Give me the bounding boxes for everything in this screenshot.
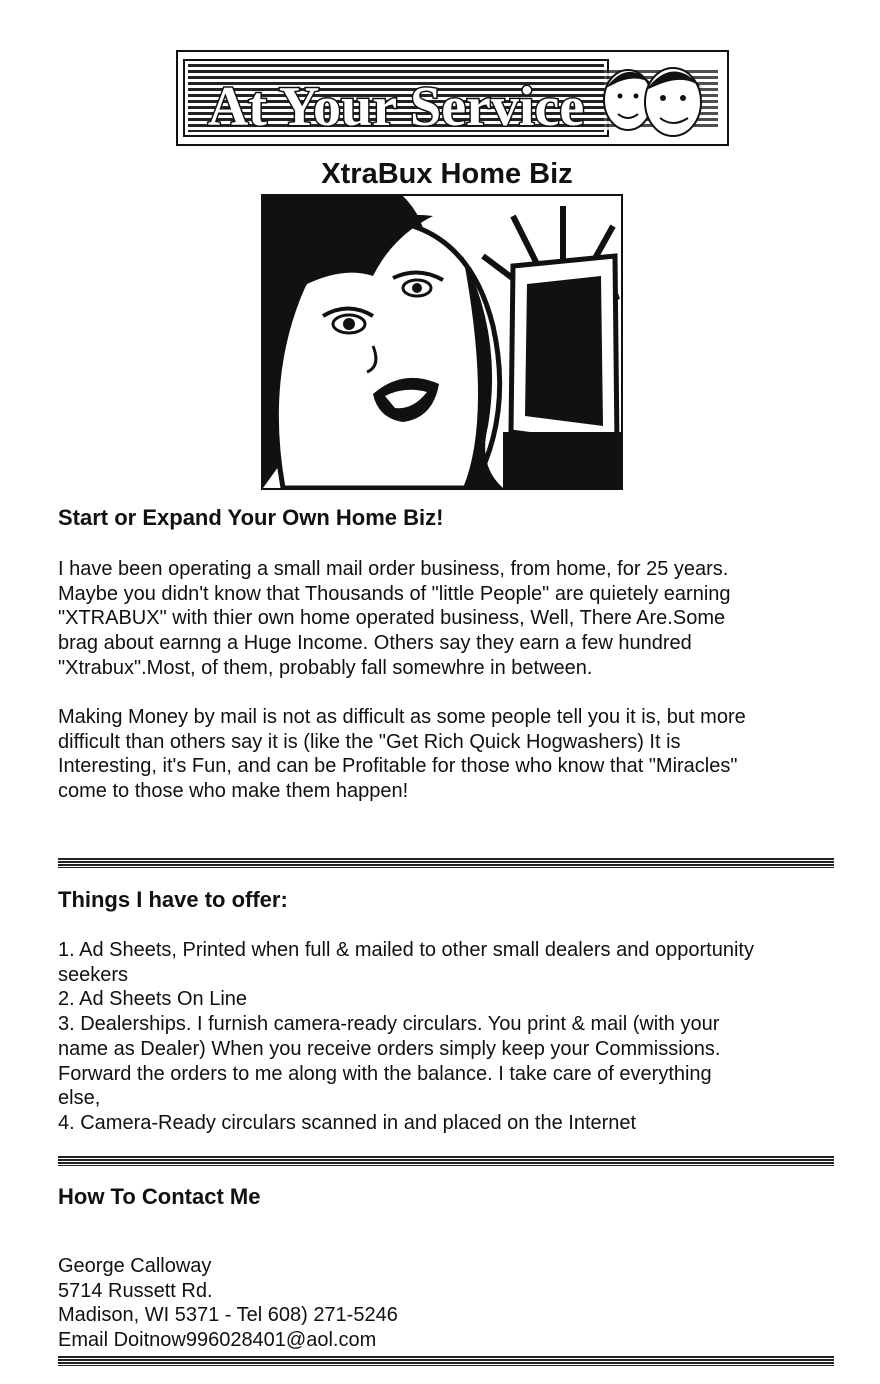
- intro-p1-line: brag about earnng a Huge Income. Others say they earn a few hundred: [58, 632, 692, 655]
- intro-p2-line: Making Money by mail is not as difficult as some people tell you it is, but more: [58, 706, 746, 728]
- intro-paragraph-1: [58, 557, 848, 681]
- intro-p2-line: come to those who make them happen!: [58, 780, 409, 803]
- contact-city-phone: Madison, WI 5371 - Tel 608) 271-5246: [58, 1304, 398, 1327]
- offer-list-item: 1. Ad Sheets, Printed when full & mailed to other small dealers and opportunity: [58, 939, 754, 961]
- headline: XtraBux Home Biz: [321, 158, 573, 190]
- at-your-service-banner: [176, 50, 729, 146]
- intro-paragraph-2: [58, 705, 848, 804]
- offer-list-item: seekers: [58, 963, 129, 986]
- monitor-icon: [503, 256, 621, 488]
- section-divider: [58, 858, 834, 868]
- contact-name: George Calloway: [58, 1255, 212, 1277]
- offer-list-item: 2. Ad Sheets On Line: [58, 988, 248, 1011]
- couple-faces-icon: [604, 68, 702, 136]
- intro-p2-line: difficult than others say it is (like the "Get Rich Quick Hogwashers) It is: [58, 730, 681, 753]
- intro-heading: Start or Expand Your Own Home Biz!: [58, 505, 444, 530]
- offer-list-item: 3. Dealerships. I furnish camera-ready circulars. You print & mail (with your: [58, 1013, 720, 1036]
- banner-title: At Your Service: [207, 76, 585, 138]
- offer-list: [58, 938, 848, 1136]
- contact-heading: How To Contact Me: [58, 1184, 261, 1209]
- intro-p1-line: I have been operating a small mail order business, from home, for 25 years.: [58, 558, 729, 580]
- intro-p1-line: Maybe you didn't know that Thousands of "little People" are quietely earning: [58, 582, 731, 605]
- woman-computer-illustration: [261, 194, 623, 490]
- section-divider: [58, 1356, 834, 1366]
- section-divider: [58, 1156, 834, 1166]
- intro-p1-line: "Xtrabux".Most, of them, probably fall somewhre in between.: [58, 656, 593, 679]
- offer-list-item: name as Dealer) When you receive orders simply keep your Commissions.: [58, 1037, 721, 1060]
- contact-street: 5714 Russett Rd.: [58, 1279, 213, 1302]
- offer-list-item: Forward the orders to me along with the balance. I take care of everything: [58, 1062, 712, 1085]
- contact-email: Email Doitnow996028401@aol.com: [58, 1329, 377, 1352]
- banner-graphic: [178, 52, 727, 144]
- intro-p2-line: Interesting, it's Fun, and can be Profitable for those who know that "Miracles": [58, 755, 738, 778]
- offer-list-item: else,: [58, 1087, 101, 1110]
- offer-list-item: 4. Camera-Ready circulars scanned in and placed on the Internet: [58, 1111, 637, 1134]
- offer-heading: Things I have to offer:: [58, 887, 288, 912]
- intro-p1-line: "XTRABUX" with thier own home operated business, Well, There Are.Some: [58, 607, 726, 630]
- contact-block: [58, 1254, 848, 1353]
